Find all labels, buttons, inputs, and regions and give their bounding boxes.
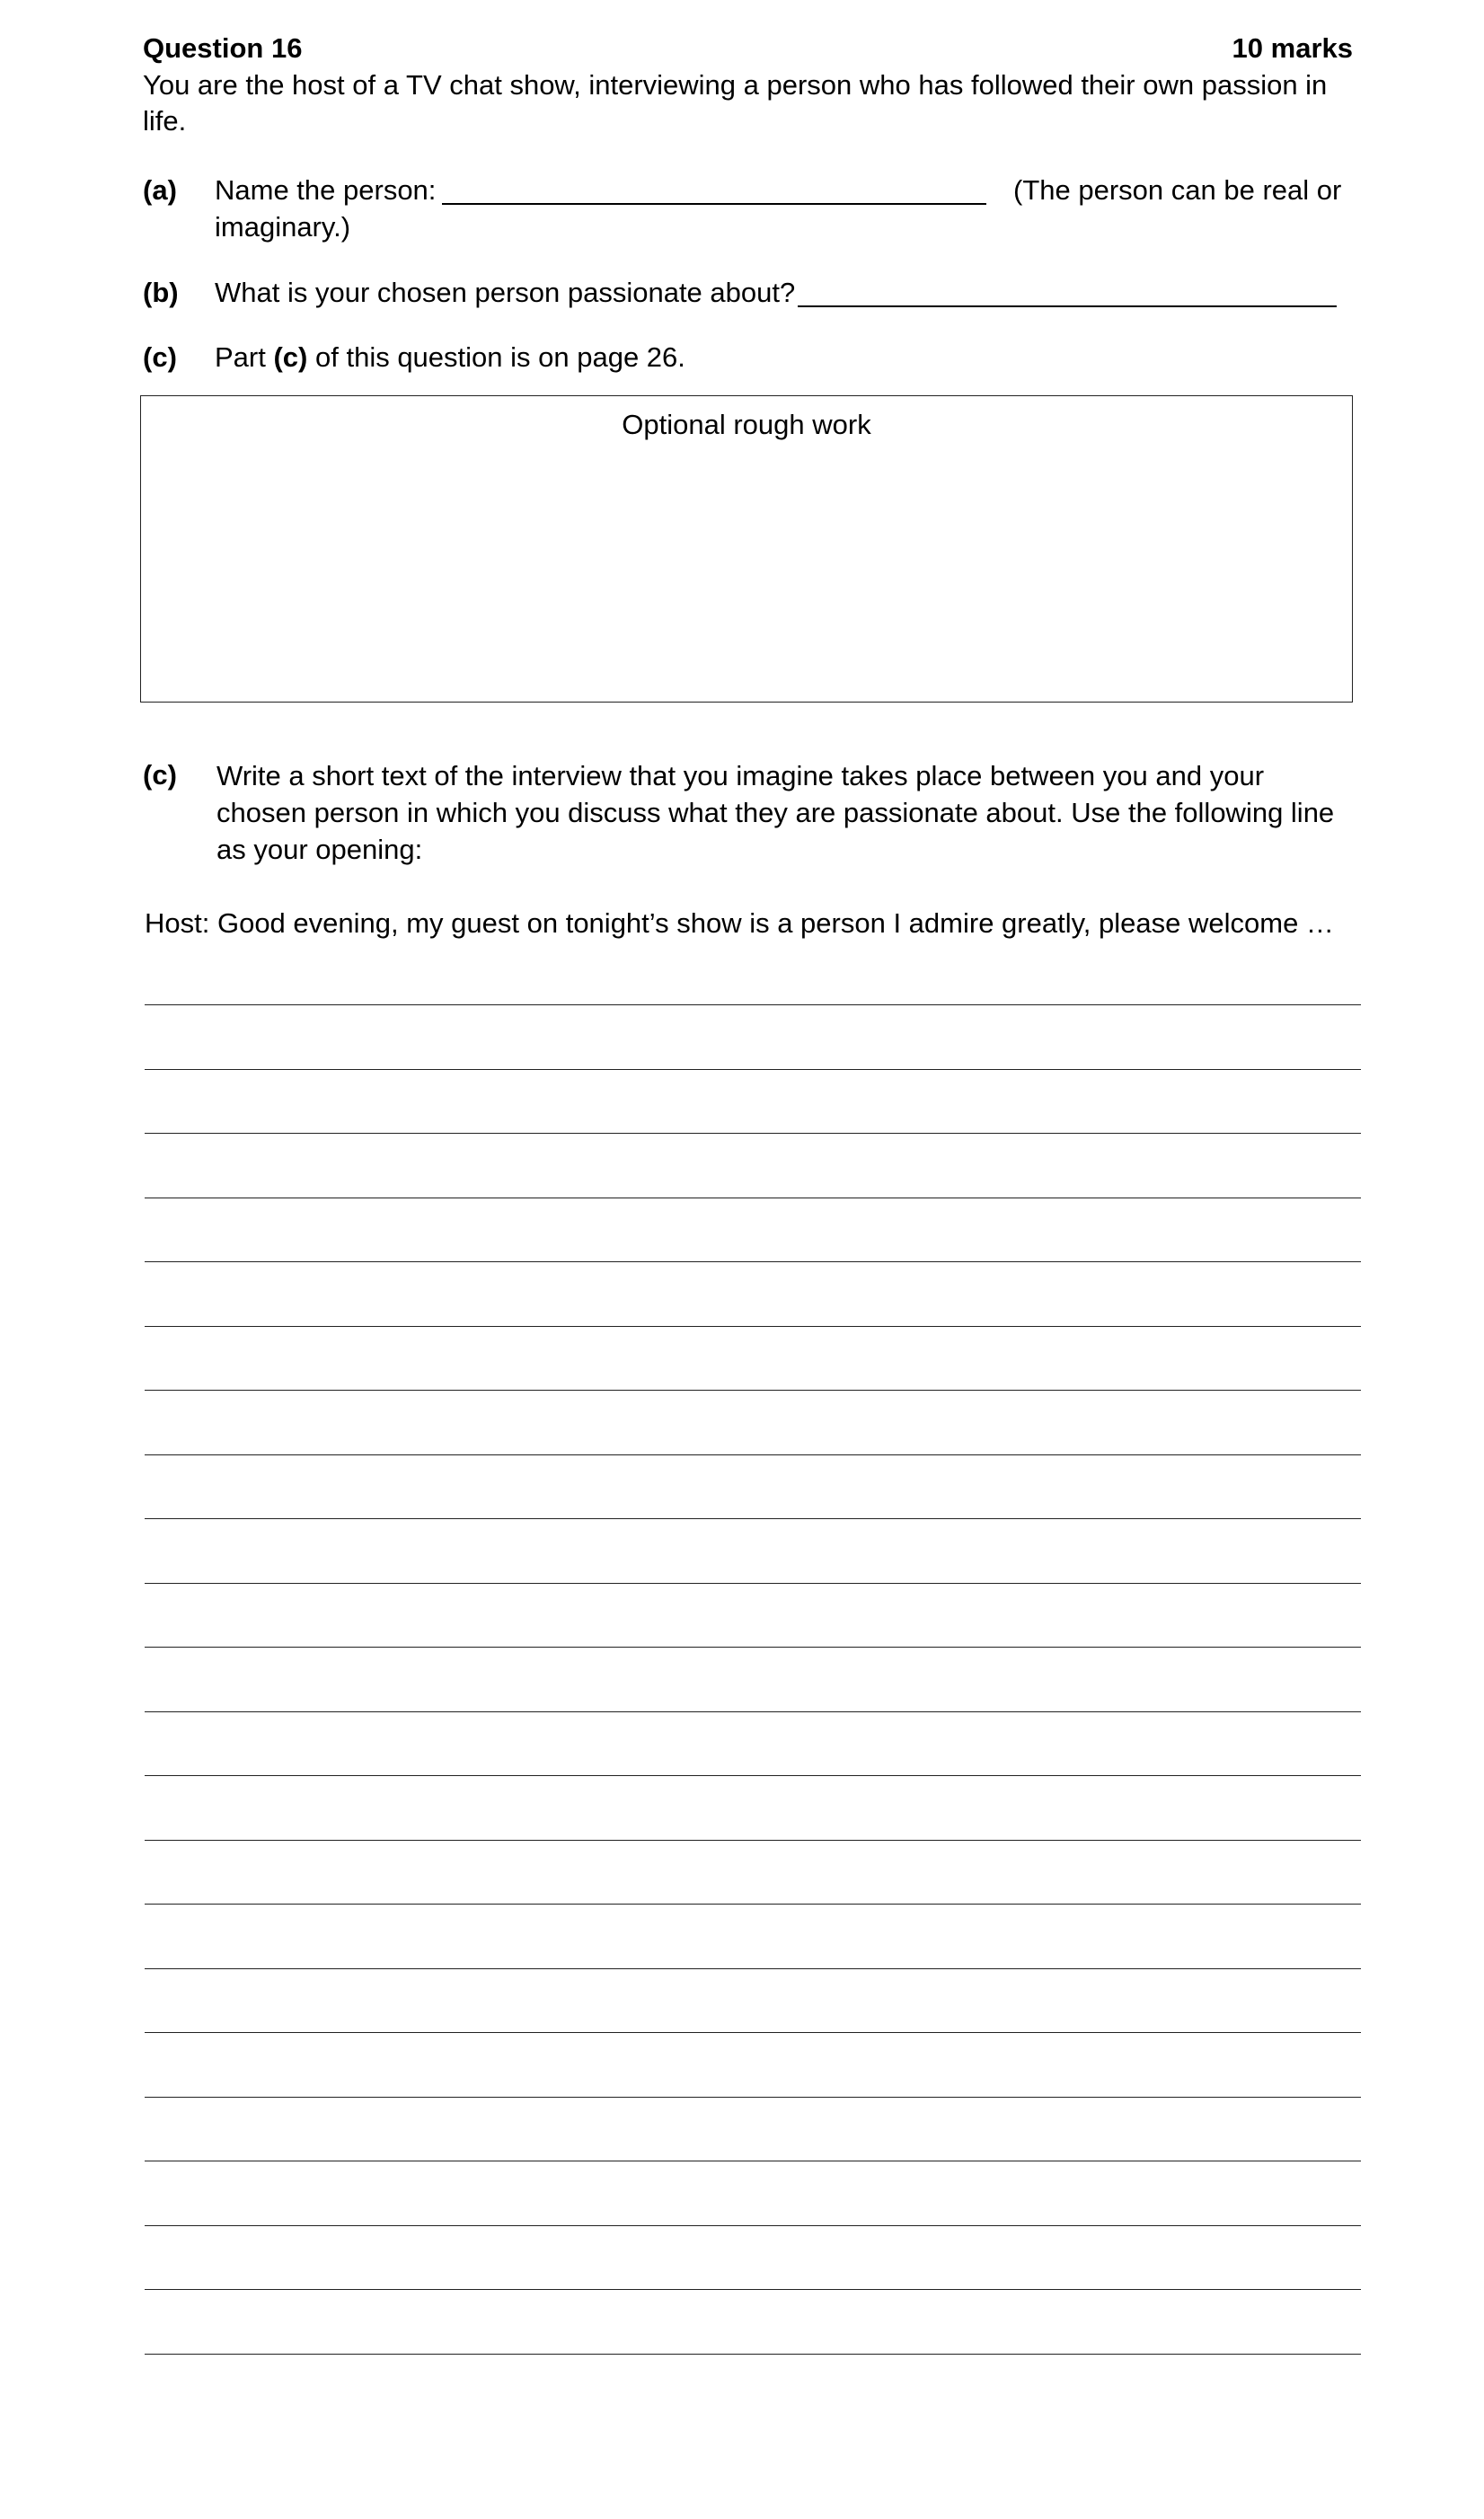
question-intro: You are the host of a TV chat show, interviewing a person who has followed their own passion in life. bbox=[143, 69, 1328, 137]
part-b-label: (b) bbox=[143, 277, 179, 308]
answer-line[interactable] bbox=[145, 2032, 1361, 2033]
part-c-ref-before: Part bbox=[215, 341, 266, 373]
part-a-label: (a) bbox=[143, 174, 177, 206]
part-a-note: (The person can be real or bbox=[1013, 174, 1342, 206]
answer-line[interactable] bbox=[145, 1647, 1361, 1648]
part-b-answer-line[interactable] bbox=[798, 305, 1337, 307]
answer-line[interactable] bbox=[145, 1711, 1361, 1712]
question-title: Question 16 bbox=[143, 32, 303, 64]
part-c-label: (c) bbox=[143, 759, 177, 791]
answer-line[interactable] bbox=[145, 2289, 1361, 2290]
answer-line[interactable] bbox=[145, 2097, 1361, 2098]
rough-work-box[interactable] bbox=[140, 395, 1353, 703]
answer-line[interactable] bbox=[145, 1454, 1361, 1455]
answer-line[interactable] bbox=[145, 1583, 1361, 1584]
part-c-text: Write a short text of the interview that you imagine takes place between you and your chosen person in which you discuss what they are passionate about. Use the following line as your opening: bbox=[216, 760, 1335, 865]
part-a-note-continued: imaginary.) bbox=[215, 211, 351, 243]
answer-lines[interactable] bbox=[145, 1004, 1361, 2442]
answer-line[interactable] bbox=[145, 1518, 1361, 1519]
answer-line[interactable] bbox=[145, 2225, 1361, 2226]
part-b-text: What is your chosen person passionate about? bbox=[215, 277, 796, 308]
part-c-ref-bold: (c) bbox=[273, 341, 308, 373]
part-c-ref-label: (c) bbox=[143, 341, 177, 373]
part-c-ref-text bbox=[215, 340, 685, 376]
answer-line[interactable] bbox=[145, 1390, 1361, 1391]
answer-line[interactable] bbox=[145, 1326, 1361, 1327]
answer-line[interactable] bbox=[145, 1133, 1361, 1134]
answer-line[interactable] bbox=[145, 1069, 1361, 1070]
answer-line[interactable] bbox=[145, 1775, 1361, 1776]
answer-line[interactable] bbox=[145, 1840, 1361, 1841]
answer-line[interactable] bbox=[145, 2354, 1361, 2355]
part-c-ref-after: of this question is on page 26. bbox=[315, 341, 685, 373]
part-a-text: Name the person: bbox=[215, 174, 437, 206]
question-marks: 10 marks bbox=[1232, 32, 1353, 64]
answer-line[interactable] bbox=[145, 1004, 1361, 1005]
answer-line[interactable] bbox=[145, 1968, 1361, 1969]
answer-line[interactable] bbox=[145, 1904, 1361, 1905]
rough-work-title: Optional rough work bbox=[622, 409, 871, 440]
answer-line[interactable] bbox=[145, 1261, 1361, 1262]
part-a-answer-line[interactable] bbox=[442, 203, 986, 205]
opening-line: Host: Good evening, my guest on tonight’s show is a person I admire greatly, please welcome … bbox=[145, 907, 1334, 939]
